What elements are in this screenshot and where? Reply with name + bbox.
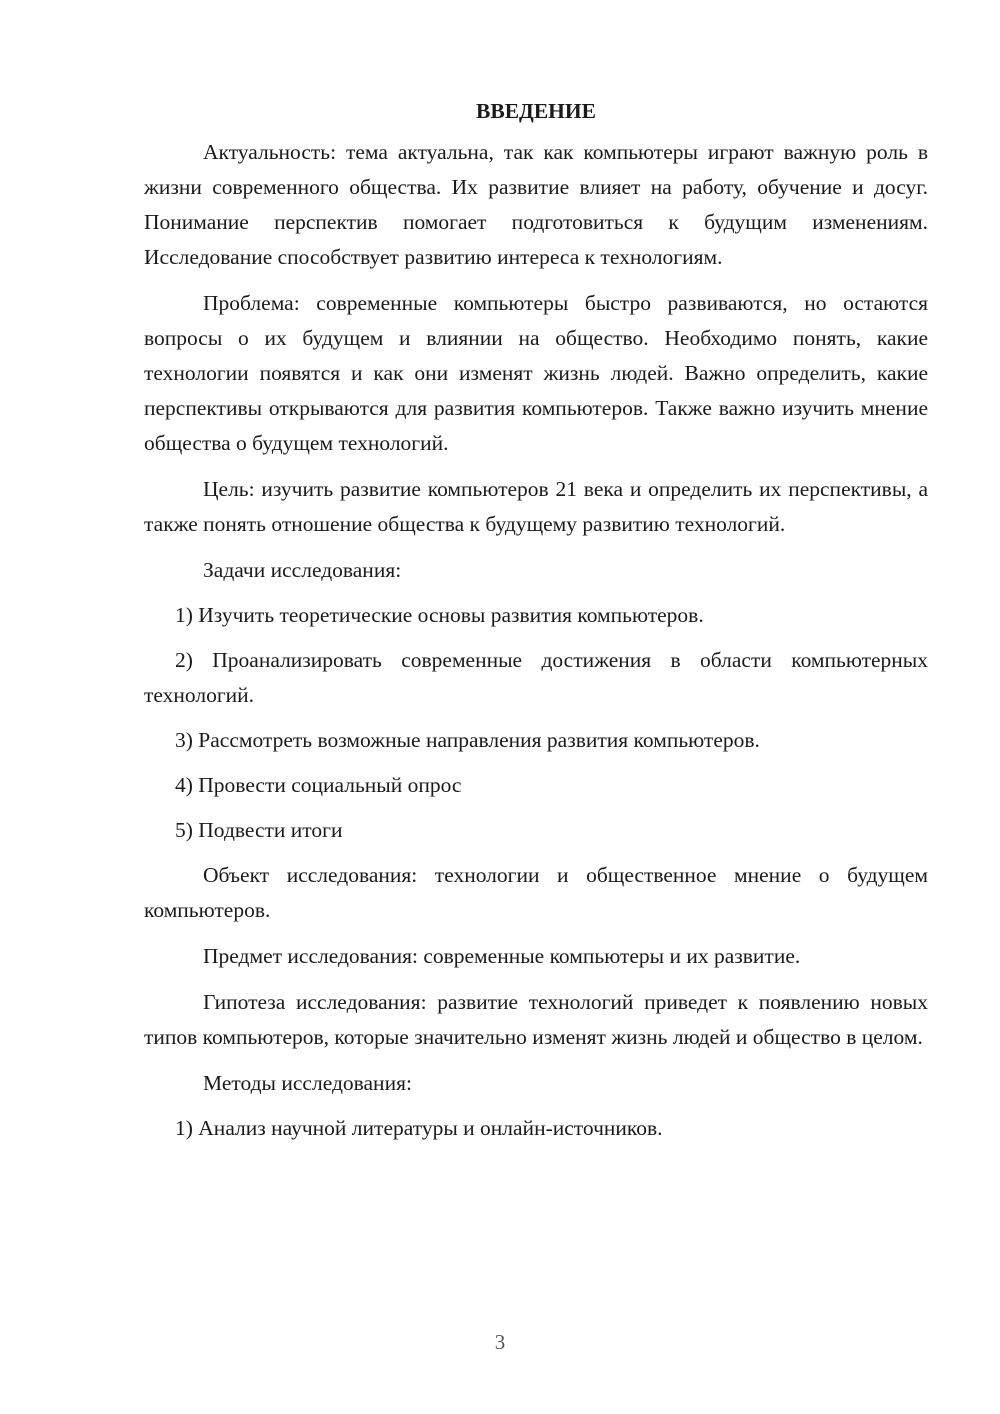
method-item-1: 1) Анализ научной литературы и онлайн-источников.	[175, 1116, 663, 1140]
paragraph-relevance: Актуальность: тема актуальна, так как компьютеры играют важную роль в жизни современного общества. Их развитие влияет на работу, обучение и досуг. Понимание перспектив помогает подготовиться к будущим изменениям. Исследование способствует развитию интереса к технологиям.	[144, 140, 928, 269]
paragraph-hypothesis: Гипотеза исследования: развитие технологий приведет к появлению новых типов компьютеров, которые значительно изменят жизнь людей и общество в целом.	[144, 990, 928, 1049]
methods-heading: Методы исследования:	[203, 1071, 412, 1095]
page-number: 3	[494, 1330, 506, 1354]
task-item-1: 1) Изучить теоретические основы развития компьютеров.	[175, 603, 704, 627]
task-item-3: 3) Рассмотреть возможные направления развития компьютеров.	[175, 728, 760, 752]
task-item-2: 2) Проанализировать современные достижения в области компьютерных технологий.	[144, 648, 928, 707]
task-item-5: 5) Подвести итоги	[175, 818, 343, 842]
paragraph-object: Объект исследования: технологии и общественное мнение о будущем компьютеров.	[144, 863, 928, 922]
task-item-4: 4) Провести социальный опрос	[175, 773, 462, 797]
document-page	[144, 96, 928, 1156]
paragraph-problem: Проблема: современные компьютеры быстро развиваются, но остаются вопросы о их будущем и влиянии на общество. Необходимо понять, какие технологии появятся и как они изменят жизнь людей. Важно определить, какие перспективы открываются для развития компьютеров. Также важно изучить мнение общества о будущем технологий.	[144, 291, 928, 455]
paragraph-goal: Цель: изучить развитие компьютеров 21 века и определить их перспективы, а также понять отношение общества к будущему развитию технологий.	[144, 477, 928, 536]
section-title: ВВЕДЕНИЕ	[476, 99, 596, 123]
paragraph-subject: Предмет исследования: современные компьютеры и их развитие.	[203, 944, 801, 968]
tasks-heading: Задачи исследования:	[203, 558, 402, 582]
